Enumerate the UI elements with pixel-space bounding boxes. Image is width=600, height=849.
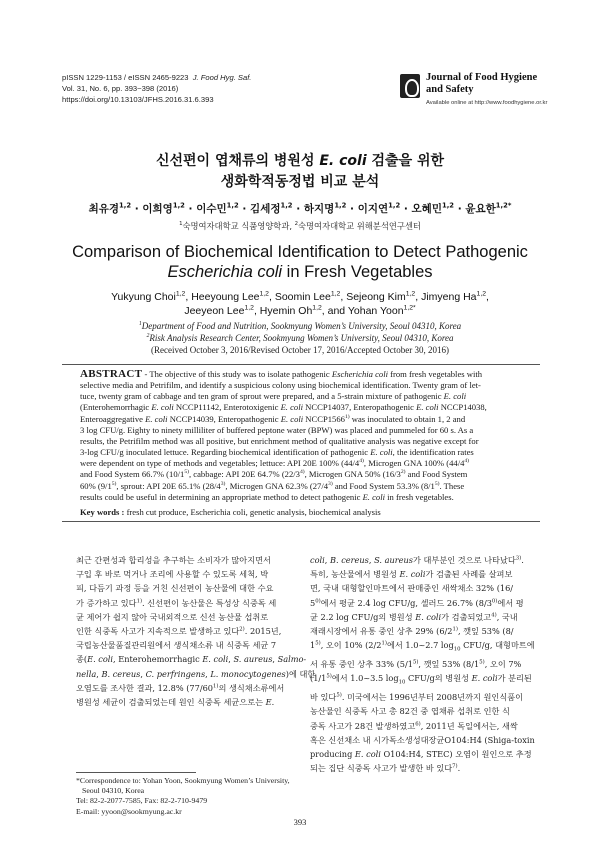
author-name: Jeeyeon Lee <box>184 305 245 317</box>
author-name: 이수민 <box>196 203 227 215</box>
body-line: 중독 사고가 28건 발생하였고$^{6)}$, 2011년 독일에서는, 새싹 <box>310 720 518 731</box>
abstract-line: and Food System 66.7% (10/1$^{5)}$, cabbage: API 20E 64.7% (22/3$^{4)}$, Microgen GNA 50% (16/3$^{2)}$ and Food System <box>80 469 468 480</box>
abstract-line: results, the Petrifilm method was all positive, but enrichment method of qualitative analysis was negative except for <box>80 435 479 446</box>
english-affiliation-1: $^1$Department of Food and Nutrition, Sookmyung Women’s University, Seoul 04310, Korea <box>138 321 462 331</box>
author-name: 윤요한 <box>465 203 496 215</box>
body-line: 1$^{5)}$, 오이 10% (2/2$^{1)}$에서 1.0~2.7 $\log_{10} CFU/g$, 대형마트에 <box>310 640 535 653</box>
english-affiliation-2: $^2$Risk Analysis Research Center, Sookmyung Women’s University, Seoul 04310, Korea <box>146 333 454 343</box>
body-line: 최근 간편성과 합리성을 추구하는 소비자가 많아지면서 <box>76 555 271 565</box>
body-line: producing E. coli O104:H4, STEC) 오염이 원인으로 추정 <box>310 748 532 759</box>
english-authors-line2: Jeeyeon Lee$^{1,2}$, Hyemin Oh$^{1,2}$, and Yohan Yoon$^{1,2*}$ <box>184 304 416 317</box>
author-name: 최유경 <box>88 203 119 215</box>
body-line: 서 유통 중인 상추 33% (5/1$^{5)}$, 깻잎 53% (8/1$^{5)}$, 오이 7% <box>310 659 522 670</box>
abstract-line: 3-log CFU/g inoculated lettuce. Regarding biochemical identification of pathogenic E. coli, the identification rates <box>80 447 474 458</box>
footnote-divider <box>76 772 196 773</box>
body-line: 되는 집단 식중독 사고가 발생한 바 있다$^{7)}$. <box>310 763 461 774</box>
author-affiliation-mark: 1,2 <box>388 201 401 210</box>
abstract-line: (Enterohemorrhagic E. coli NCCP11142, Enterotoxigenic E. coli NCCP14037, Enteropathogenic E. coli NCCP14038, <box>80 402 487 413</box>
body-line: 구입 후 바로 먹거나 조리에 사용할 수 있도록 세척, 박 <box>76 569 269 580</box>
abstract-text <box>80 369 522 503</box>
body-line: 인한 식중독 사고가 지속적으로 발생하고 있다$^{2)}$. 2015년, <box>76 626 282 637</box>
author-name: 하지명 <box>303 203 335 215</box>
author-name: Hyemin Oh <box>259 305 313 317</box>
author-affiliation-mark: 1,2* <box>495 201 512 210</box>
author-name: 김세정 <box>250 203 281 215</box>
abstract-line: were dependent on type of methods and vegetables; lettuce: API 20E 100% (44/4$^{4)}$, Microgen GNA 100% (44/4$^{4)}$ <box>80 458 470 469</box>
body-column-left <box>76 553 316 709</box>
author-name: Sejeong Kim <box>346 291 406 303</box>
author-name: 이지연 <box>357 203 389 215</box>
abstract-line: 60% (9/1$^{5)}$, sprout: API 20E 65.1% (28/4$^{3)}$, Microgen GNA 62.3% (27/4$^{3)}$ and Food System 53.3% (8/1$^{5)}$. These <box>80 480 465 491</box>
author-affiliation-mark: 1,2 <box>226 201 239 210</box>
journal-emblem-icon <box>400 74 420 98</box>
author-name: Yukyung Choi <box>111 291 176 303</box>
author-affiliation-mark: 1,2 <box>476 290 487 298</box>
body-line: 농산물인 식중독 사고 총 82건 중 엽채류 섭취로 인한 식 <box>310 706 510 717</box>
korean-title-line2: 생화학적동정법 비교 분석 <box>220 174 380 190</box>
author-affiliation-mark: 1,2 <box>280 201 293 210</box>
abstract-line: tuce, twenty gram of cabbage and ten gram of sprout were prepared, and a 5-strain mixture of pathogenic E. coli <box>80 391 467 402</box>
author-name: 이희영 <box>142 203 173 215</box>
author-name: Heeyoung Lee <box>191 291 260 303</box>
author-affiliation-mark: 1,2 <box>334 201 347 210</box>
author-name: Jimyeng Ha <box>421 291 477 303</box>
body-line: 재래시장에서 유통 중인 상추 29% (6/2$^{1)}$, 깻잎 53% (8/ <box>310 626 514 637</box>
body-line: 국립농산물품질관리원에서 생식채소류 내 식중독 세균 7 <box>76 640 277 651</box>
author-affiliation-mark: 1,2 <box>330 290 341 298</box>
volume-text: Vol. 31, No. 6, pp. 393~398 (2016) <box>62 84 179 93</box>
abstract-box <box>62 364 540 522</box>
body-line: 혹은 신선채소 내 시가독소생성대장균O104:H4 (Shiga-toxin <box>310 734 535 745</box>
journal-header <box>62 72 251 105</box>
abstract-line: selective media and Petrifilm, and identify a suspicious colony using biochemical identification. Twenty gram of let- <box>80 380 481 391</box>
author-name: Soomin Lee <box>274 291 331 303</box>
journal-abbrev: J. Food Hyg. Saf. <box>192 73 252 82</box>
issn-text: pISSN 1229-1153 / eISSN 2465-9223 <box>62 73 189 82</box>
english-title-line1: Comparison of Biochemical Identification to Detect Pathogenic <box>72 243 528 261</box>
author-affiliation-mark: 1,2 <box>175 290 186 298</box>
journal-url[interactable]: Available online at http://www.foodhygiene.or.kr <box>426 100 548 106</box>
body-line: 균 제어가 쉽지 않아 국내외적으로 신선 농산물 섭취로 <box>76 611 269 622</box>
author-name: 오혜민 <box>411 203 442 215</box>
abstract-line: 3 log CFU/g. Eighty to ninety milliliter of buffered peptone water (BPW) was placed and pummeled for 60 s. As a <box>80 424 474 435</box>
body-line: 가 증가하고 있다$^{1)}$. 신선편이 농산물은 특성상 식중독 세 <box>76 597 277 608</box>
author-name: Yohan Yoon <box>347 305 404 317</box>
korean-affiliation: $^1$숙명여자대학교 식품영양학과, $^2$숙명여자대학교 위해분석연구센터 <box>179 221 421 231</box>
page-number: 393 <box>293 817 307 827</box>
korean-title-line1: 신선편이 엽채류의 병원성 E. coli 검출을 위한 <box>155 153 445 169</box>
body-line: (1/1$^{5)}$에서 1.0~3.5 $\log_{10} CFU/g$의 병원성 E. coli가 분리된 <box>310 673 532 686</box>
author-affiliation-mark: 1,2 <box>119 201 132 210</box>
doi-link[interactable]: https://doi.org/10.13103/JFHS.2016.31.6.393 <box>62 95 214 104</box>
body-line: 병원성 세균이 검출되었는데 원인 식중독 세균으로는 E. <box>76 697 275 708</box>
author-affiliation-mark: 1,2 <box>441 201 455 210</box>
abstract-line: Enteroaggregative E. coli NCCP14039, Enteropathogenic E. coli NCCP1566$^{1)}$ was inoculated to obtain 1, 2 and <box>80 413 466 424</box>
body-line: nella, B. cereus, C. perfringens, L. monocytogenes)에 대한 <box>76 668 316 679</box>
english-authors-line1: Yukyung Choi$^{1,2}$, Heeyoung Lee$^{1,2}$, Soomin Lee$^{1,2}$, Sejeong Kim$^{1,2}$, Jimyeng Ha$^{1,2}$, <box>111 290 489 303</box>
body-line: 5$^{0)}$에서 평균 2.4 log CFU/g, 셀러드 26.7% (8/3$^{0)}$에서 평 <box>310 597 524 608</box>
body-line: 피, 다듬기 과정 등을 거친 신선편이 농산물에 대한 수요 <box>76 583 274 594</box>
body-line: 특히, 농산물에서 병원성 E. coli가 검출된 사례를 살펴보 <box>310 569 513 580</box>
author-affiliation-mark: 1,2 <box>405 290 416 298</box>
journal-name: Journal of Food Hygiene and Safety <box>426 72 538 95</box>
body-line: 면, 국내 대형할인마트에서 판매중인 새싹채소 32% (16/ <box>310 583 514 594</box>
correspondence-footnote: *Correspondence to: Yohan Yoon, Sookmyung Women’s University, Seoul 04310, Korea Tel: 82-2-2077-7585, Fax: 82-2-710-9479 E-mail: yyoon@sookmyung.ac.kr <box>76 776 290 816</box>
body-line: 오염도를 조사한 결과, 12.8% (77/60$^{1)}$의 생식채소류에서 <box>76 682 285 693</box>
keywords: Key words : fresh cut produce, Escherichia coli, genetic analysis, biochemical analysis <box>80 506 381 517</box>
body-column-right <box>310 553 535 775</box>
abstract-line: ABSTRACT - The objective of this study was to isolate pathogenic Escherichia coli from fresh vegetables with <box>80 368 483 380</box>
author-affiliation-mark: 1,2* <box>403 304 416 312</box>
author-affiliation-mark: 1,2 <box>259 290 269 298</box>
body-line: 바 있다$^{5)}$. 미국에서는 1996년부터 2008년까지 원인식품이 <box>310 692 524 703</box>
received-dates: (Received October 3, 2016/Revised October 17, 2016/Accepted October 30, 2016) <box>151 345 449 355</box>
english-title-line2: Escherichia coli in Fresh Vegetables <box>167 263 433 281</box>
author-affiliation-mark: 1,2 <box>244 304 254 312</box>
body-line: 종(E. coli, Enterohemorrhagic E. coli, S. aureus, Salmo- <box>76 654 307 665</box>
author-affiliation-mark: 1,2 <box>312 304 322 312</box>
korean-authors: 최유경$^{1,2}$ · 이희영$^{1,2}$ · 이수민$^{1,2}$ · 김세정$^{1,2}$ · 하지명$^{1,2}$ · 이지연$^{1,2}$ · 오혜민$^{1,2}$ · 윤요한$^{1,2*}$ <box>88 201 512 215</box>
body-line: 균 2.2 log CFU/g의 병원성 E. coli가 검출되었고$^{4)}$, 국내 <box>310 611 518 622</box>
author-affiliation-mark: 1,2 <box>172 201 185 210</box>
abstract-line: results could be useful in determining an appropriate method to detect pathogenic E. coli in fresh vegetables. <box>80 491 454 502</box>
body-line: coli, B. cereus, S. aureus가 대부분인 것으로 나타났다$^{3)}$. <box>310 555 524 565</box>
